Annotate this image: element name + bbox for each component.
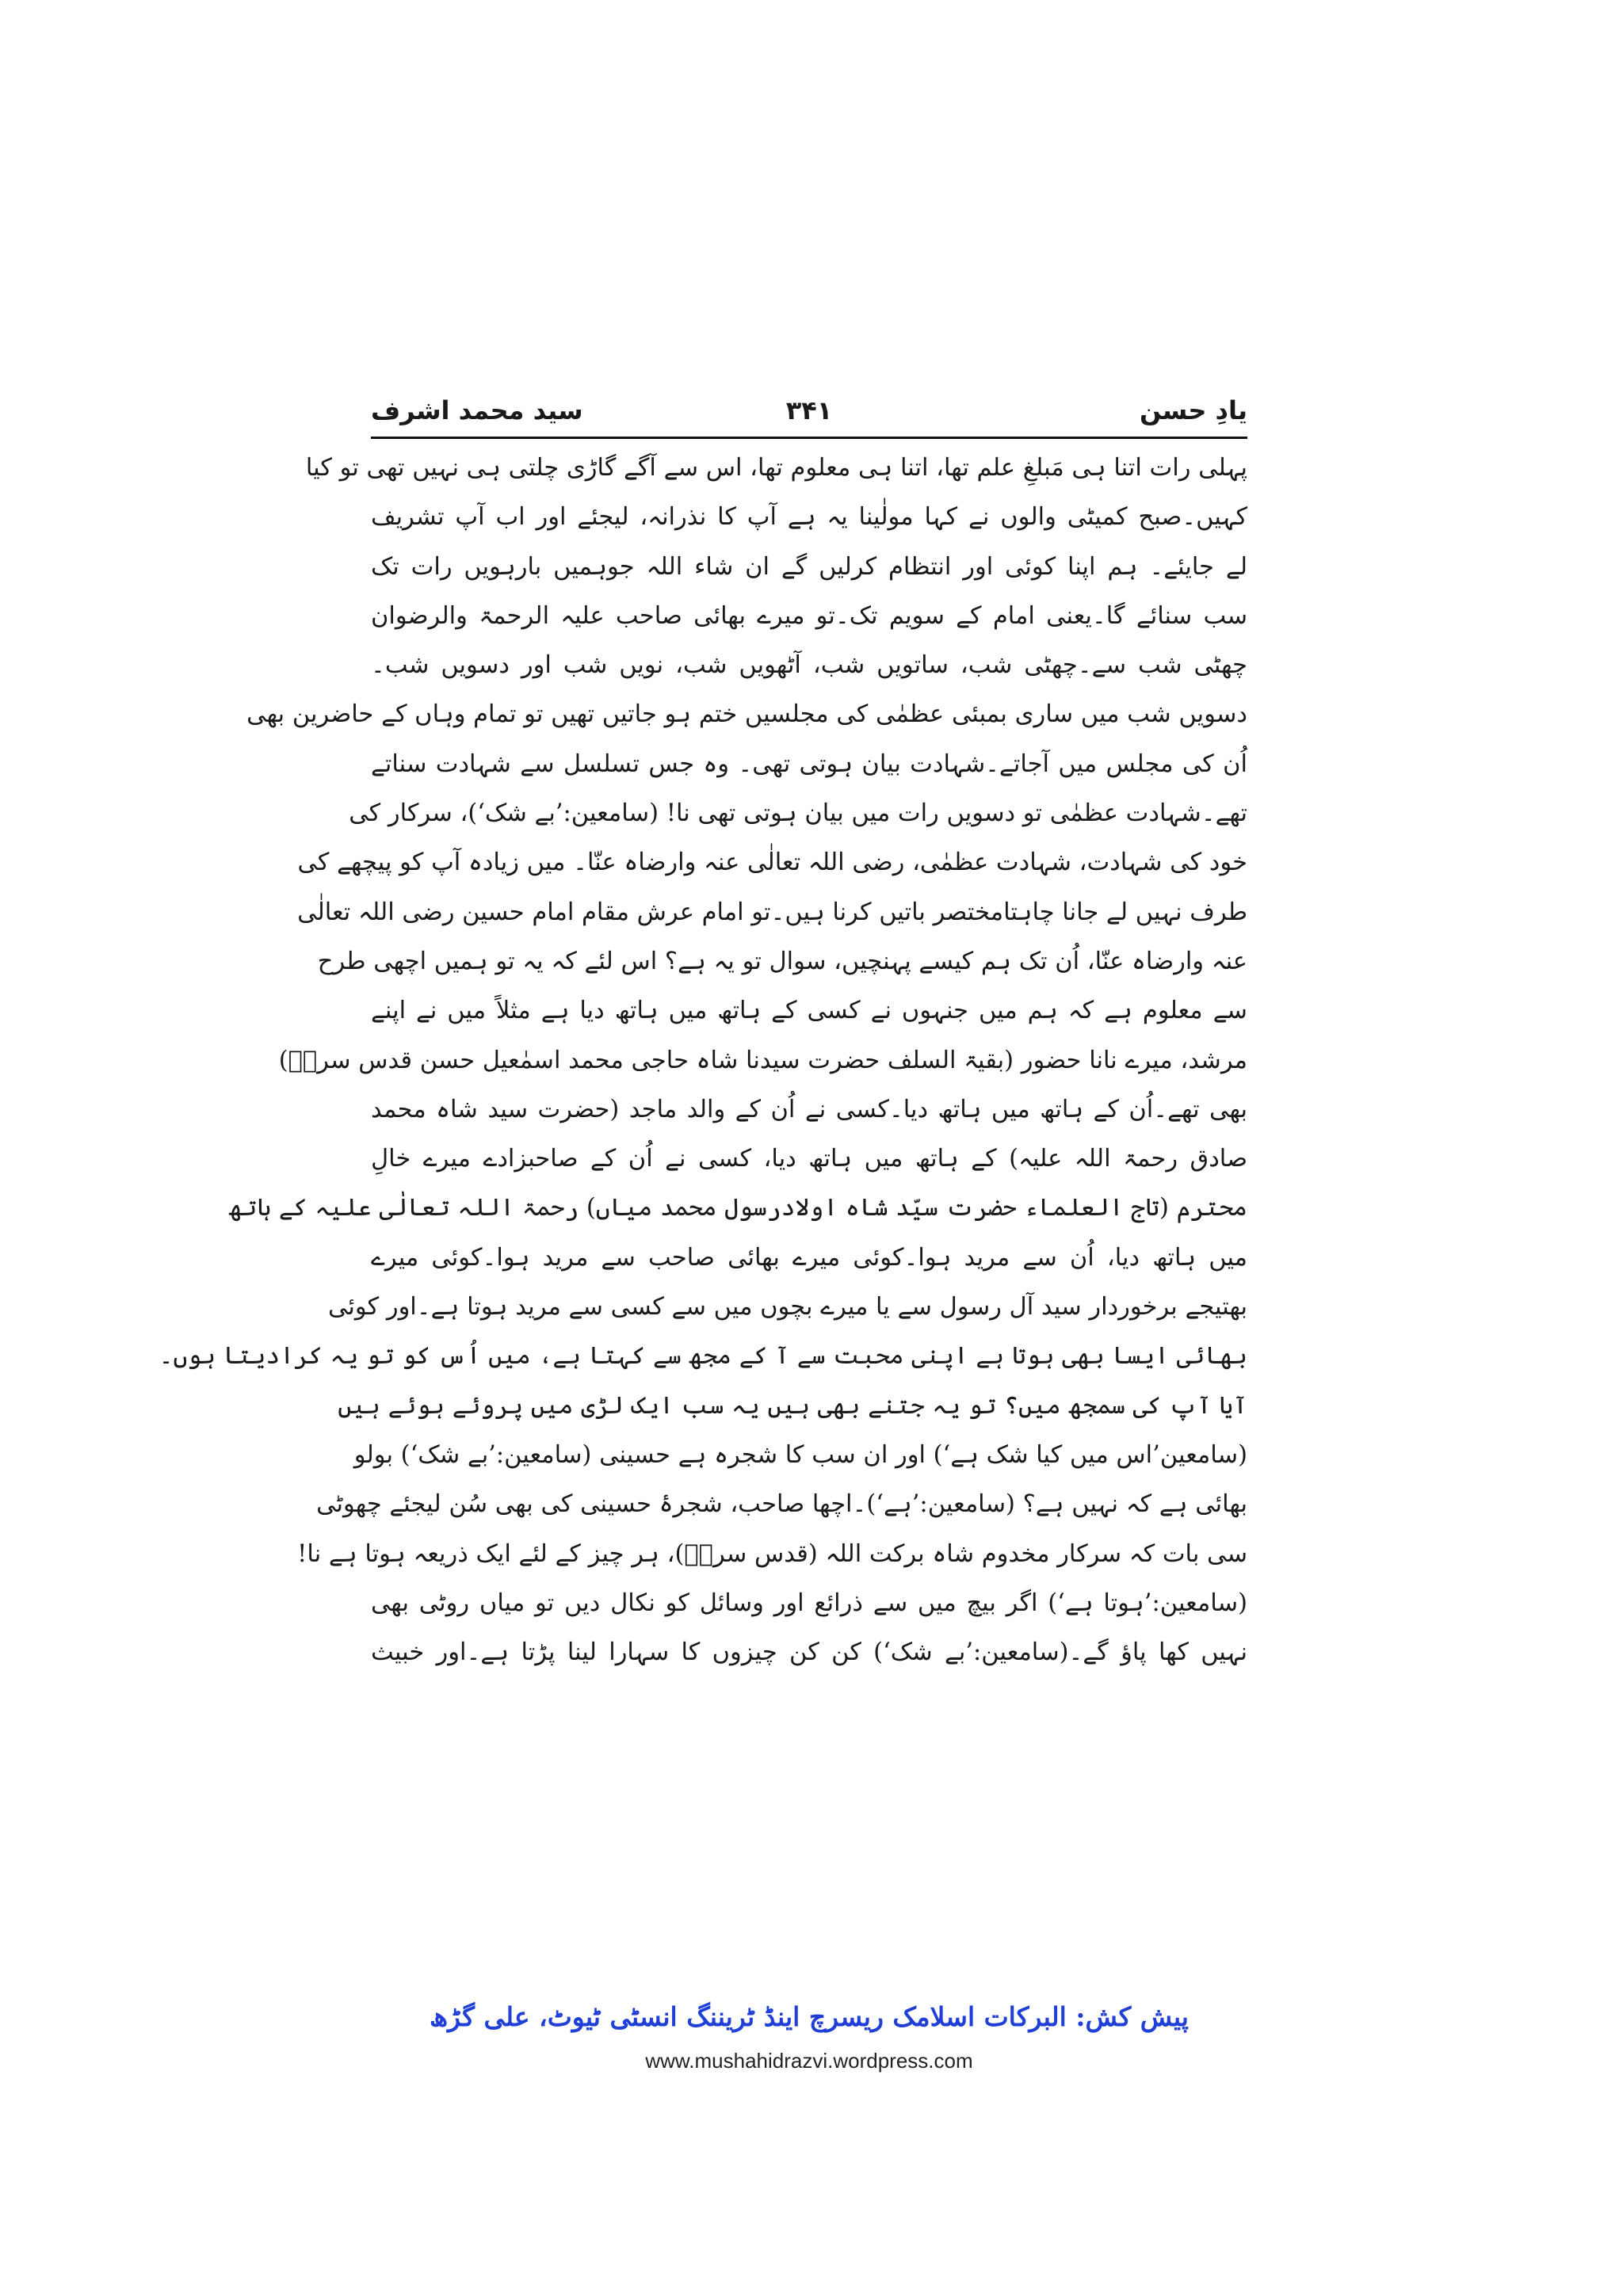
text-line: سے معلوم ہے کہ ہم میں جنہوں نے کسی کے ہاتھ میں ہاتھ دیا ہے مثلاً میں نے اپنے — [371, 997, 1247, 1025]
body-text — [158, 444, 1247, 1677]
website-url[interactable]: www.mushahidrazvi.wordpress.com — [645, 2049, 973, 2073]
page-number: ۳۴۱ — [785, 395, 833, 425]
text-line: عنہ وارضاہ عنّا، اُن تک ہم کیسے پہنچیں، سوال تو یہ ہے؟ اس لئے کہ یہ تو ہمیں اچھی طرح — [317, 947, 1247, 975]
text-line: آیا آپ کی سمجھ میں؟ تو یہ جتنے بھی ہیں یہ سب ایک لڑی میں پروئے ہوئے ہیں — [338, 1391, 1247, 1420]
text-line: دسویں شب میں ساری بمبئی عظمٰی کی مجلسیں ختم ہو جاتیں تھیں تو تمام وہاں کے حاضرین بھی — [246, 700, 1247, 729]
text-line: خود کی شہادت، شہادت عظمٰی، رضی اللہ تعالٰی عنہ وارضاہ عنّا۔ میں زیادہ آپ کو پیچھے کی — [297, 849, 1247, 877]
publisher-credit: پیش کش: البرکات اسلامک ریسرچ اینڈ ٹریننگ انسٹی ٹیوٹ، علی گڑھ — [430, 2001, 1189, 2032]
author-name: سید محمد اشرف — [371, 395, 583, 425]
text-line: لے جایئے۔ ہم اپنا کوئی اور انتظام کرلیں گے ان شاء اللہ جوہمیں بارہویں رات تک — [371, 552, 1247, 581]
text-line: (سامعین’اس میں کیا شک ہے‘) اور ان سب کا شجرہ ہے حسینی (سامعین:’بے شک‘) بولو — [353, 1440, 1247, 1469]
text-line: بھائی ہے کہ نہیں ہے؟ (سامعین:’ہے‘)۔اچھا صاحب، شجرۂ حسینی کی بھی سُن لیجئے چھوٹی — [316, 1490, 1247, 1519]
text-line: نہیں کھا پاؤ گے۔(سامعین:’بے شک‘) کن کن چیزوں کا سہارا لینا پڑتا ہے۔اور خبیث — [371, 1638, 1247, 1667]
header-divider — [371, 437, 1247, 439]
text-line: مرشد، میرے نانا حضور (بقیۃ السلف حضرت سیدنا شاہ حاجی محمد اسمٰعیل حسن قدس سرہٗ) — [278, 1046, 1247, 1074]
book-title: یادِ حسن — [1139, 395, 1247, 425]
text-line: محترم (تاج العلماء حضرت سیّد شاہ اولادرسول محمد میاں) رحمۃ اللہ تعالٰی علیہ کے ہاتھ — [228, 1194, 1247, 1222]
text-line: صادق رحمۃ اللہ علیہ) کے ہاتھ میں ہاتھ دیا، کسی نے اُن کے صاحبزادے میرے خالِ — [371, 1145, 1247, 1173]
text-line: کہیں۔صبح کمیٹی والوں نے کہا مولٰینا یہ ہے آپ کا نذرانہ، لیجئے اور اب آپ تشریف — [371, 503, 1247, 532]
text-line: سی بات کہ سرکار مخدوم شاہ برکت اللہ (قدس سرہٗ)، ہر چیز کے لئے ایک ذریعہ ہوتا ہے نا! — [297, 1539, 1247, 1568]
text-line: (سامعین:’ہوتا ہے‘) اگر بیچ میں سے ذرائع اور وسائل کو نکال دیں تو میاں روٹی بھی — [371, 1589, 1247, 1617]
text-line: پہلی رات اتنا ہی مَبلغِ علم تھا، اتنا ہی معلوم تھا، اس سے آگے گاڑی چلتی ہی نہیں تھی تو کیا — [305, 454, 1247, 482]
text-line: چھٹی شب سے۔چھٹی شب، ساتویں شب، آٹھویں شب، نویں شب اور دسویں شب۔ — [371, 651, 1247, 680]
running-header — [371, 390, 1247, 436]
text-line: اُن کی مجلس میں آجاتے۔شہادت بیان ہوتی تھی۔ وہ جس تسلسل سے شہادت سناتے — [371, 749, 1247, 778]
text-line: سب سنائے گا۔یعنی امام کے سویم تک۔تو میرے بھائی صاحب علیہ الرحمۃ والرضوان — [371, 601, 1247, 630]
text-line: طرف نہیں لے جانا چاہتامختصر باتیں کرنا ہیں۔تو امام عرش مقام امام حسین رضی اللہ تعالٰی — [297, 898, 1247, 926]
text-line: بھائی ایسا بھی ہوتا ہے اپنی محبت سے آ کے مجھ سے کہتا ہے، میں اُس کو تو یہ کرادیتا ہوں۔ — [158, 1342, 1247, 1371]
text-line: بھتیجے برخوردار سید آل رسول سے یا میرے بچوں میں سے کسی سے مرید ہوتا ہے۔اور کوئی — [327, 1293, 1247, 1322]
text-line: میں ہاتھ دیا، اُن سے مرید ہوا۔کوئی میرے بھائی صاحب سے مرید ہوا۔کوئی میرے — [371, 1243, 1247, 1272]
text-line: بھی تھے۔اُن کے ہاتھ میں ہاتھ دیا۔کسی نے اُن کے والد ماجد (حضرت سید شاہ محمد — [371, 1095, 1247, 1123]
text-line: تھے۔شہادت عظمٰی تو دسویں رات میں بیان ہوتی تھی نا! (سامعین:’بے شک‘)، سرکار کی — [349, 799, 1247, 828]
